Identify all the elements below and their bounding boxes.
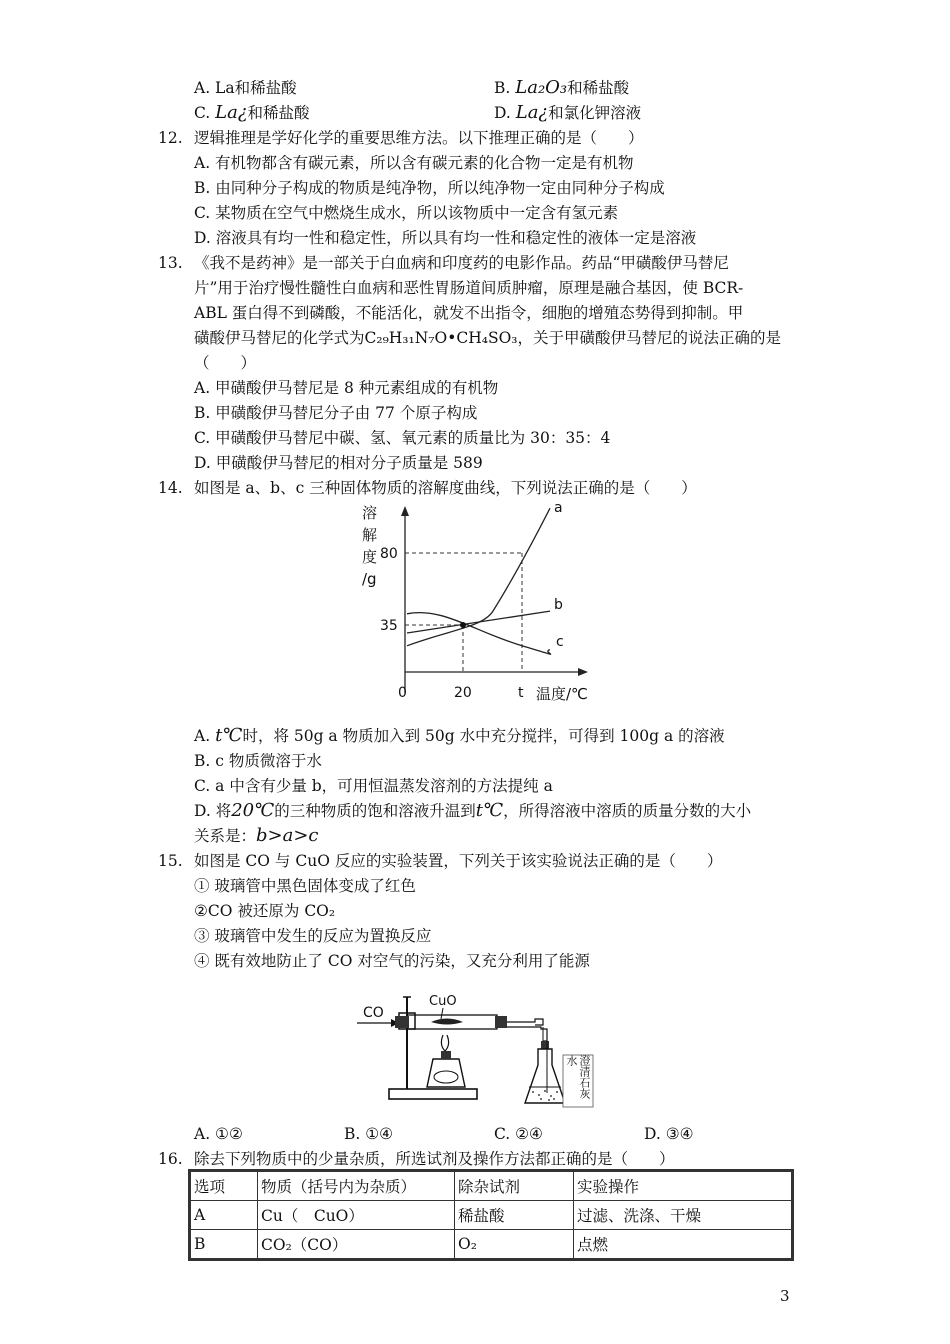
table-header-cell: 实验操作 [574, 1172, 792, 1201]
y-tick-label: 80 [380, 546, 398, 562]
table-cell: 稀盐酸 [455, 1201, 574, 1230]
q16-stem: 除去下列物质中的少量杂质，所选试剂及操作方法都正确的是（ ） [194, 1150, 675, 1168]
q14-option-c: C. a 中含有少量 b，可用恒温蒸发溶剂的方法提纯 a [194, 777, 553, 795]
y-axis-label-char: 度 [362, 548, 378, 566]
temperature: t℃ [215, 725, 243, 746]
table-header-cell: 选项 [191, 1172, 258, 1201]
q13-option-b: B. 甲磺酸伊马替尼分子由 77 个原子构成 [194, 404, 478, 422]
table-header-cell: 物质（括号内为杂质） [258, 1172, 455, 1201]
question-number: 13. [158, 254, 183, 272]
table-cell: A [191, 1201, 258, 1230]
question-number: 14. [158, 479, 183, 497]
y-axis-label-char: 溶 [362, 504, 378, 522]
q15-option-a: A. ①② [194, 1125, 243, 1143]
y-tick-label: 35 [380, 618, 398, 634]
stand-base [389, 1089, 477, 1099]
y-axis-label-char: 解 [362, 526, 378, 544]
x-tick-label: 20 [454, 685, 472, 701]
q12-option-a: A. 有机物都含有碳元素，所以含有碳元素的化合物一定是有机物 [194, 154, 634, 172]
series-label-c: c [556, 633, 564, 650]
q16-table [190, 1171, 792, 1259]
q13-stem-line: 片”用于治疗慢性髓性白血病和恶性胃肠道间质肿瘤，原理是融合基因，使 BCR- [194, 279, 744, 297]
question-number: 12. [158, 129, 183, 147]
q14-option-d-cont: 关系是：b>a>c [194, 825, 319, 846]
relation: b>a>c [256, 825, 319, 846]
solubility-chart [350, 498, 610, 708]
table-row [191, 1230, 792, 1259]
q15-statement-4: ④ 既有效地防止了 CO 对空气的污染，又充分利用了能源 [194, 952, 590, 970]
limewater-label: 澄清石灰水 [565, 1055, 591, 1099]
q13-option-a: A. 甲磺酸伊马替尼是 8 种元素组成的有机物 [194, 379, 499, 397]
q14-stem: 如图是 a、b、c 三种固体物质的溶解度曲线，下列说法正确的是（ ） [194, 479, 697, 497]
temperature: 20℃ [231, 800, 275, 821]
q15-option-b: B. ①④ [344, 1125, 394, 1143]
x-axis-label: 温度/℃ [536, 685, 588, 703]
q12-option-d: D. 溶液具有均一性和稳定性，所以具有均一性和稳定性的液体一定是溶液 [194, 229, 697, 247]
series-label-b: b [554, 597, 563, 614]
q15-stem: 如图是 CO 与 CuO 反应的实验装置，下列关于该实验说法正确的是（ ） [194, 852, 723, 870]
q15-option-d: D. ③④ [644, 1125, 694, 1143]
q13-stem-line: （ ） [194, 354, 257, 372]
page-number: 3 [780, 1287, 790, 1305]
q11-option-c: C. La¿和稀盐酸 [194, 102, 310, 123]
q11-option-b: B. La₂O₃和稀盐酸 [494, 77, 630, 98]
q13-option-d: D. 甲磺酸伊马替尼的相对分子质量是 589 [194, 454, 483, 472]
q15-statement-2: ②CO 被还原为 CO₂ [194, 902, 336, 920]
series-line-c [407, 613, 551, 655]
solid-label: CuO [429, 994, 457, 1009]
q13-stem-line: 《我不是药神》是一部关于白血病和印度药的电影作品。药品“甲磺酸伊马替尼 [194, 254, 729, 272]
y-axis-label-char: /g [362, 570, 377, 588]
gas-label: CO [363, 1005, 384, 1021]
table-cell: 过滤、洗涤、干燥 [574, 1201, 792, 1230]
series-label-a: a [554, 500, 563, 517]
formula: La₂O₃ [515, 77, 568, 98]
q12-stem: 逻辑推理是学好化学的重要思维方法。以下推理正确的是（ ） [194, 129, 644, 147]
q13-stem-line: 磺酸伊马替尼的化学式为C₂₉H₃₁N₇O•CH₄SO₃，关于甲磺酸伊马替尼的说法正确的是 [194, 329, 781, 347]
table-row [191, 1201, 792, 1230]
x-axis-arrow [578, 668, 588, 676]
q11-option-d: D. La¿和氯化钾溶液 [494, 102, 642, 123]
table-cell: CO₂（CO） [258, 1230, 455, 1259]
conical-flask [525, 1049, 565, 1103]
table-header-cell: 除杂试剂 [455, 1172, 574, 1201]
q14-option-a: A. t℃时，将 50g a 物质加入到 50g 水中充分搅拌，可得到 100g a 的溶液 [194, 725, 725, 746]
formula: La¿ [215, 102, 248, 123]
q15-option-c: C. ②④ [494, 1125, 543, 1143]
q12-option-b: B. 由同种分子构成的物质是纯净物，所以纯净物一定由同种分子构成 [194, 179, 665, 197]
q13-stem-line: ABL 蛋白得不到磷酸，不能活化，就发不出指令，细胞的增殖态势得到抑制。甲 [194, 304, 744, 322]
q14-option-d: D. 将20℃的三种物质的饱和溶液升温到t℃，所得溶液中溶质的质量分数的大小 [194, 800, 752, 821]
table-cell: 点燃 [574, 1230, 792, 1259]
y-axis-arrow [401, 506, 409, 516]
x-tick-label: t [518, 685, 524, 701]
q11-option-a: A. La和稀盐酸 [194, 79, 297, 97]
q15-statement-1: ① 玻璃管中黑色固体变成了红色 [194, 877, 416, 895]
formula: La¿ [515, 102, 549, 123]
chart-series [407, 508, 551, 654]
q15-statement-3: ③ 玻璃管中发生的反应为置换反应 [194, 927, 432, 945]
question-number: 16. [158, 1150, 183, 1168]
q12-option-c: C. 某物质在空气中燃烧生成水，所以该物质中一定含有氢元素 [194, 204, 619, 222]
outlet-tube [507, 1027, 547, 1041]
table-cell: O₂ [455, 1230, 574, 1259]
table-cell: Cu（ CuO） [258, 1201, 455, 1230]
table-header-row [191, 1172, 792, 1201]
temperature: t℃ [475, 800, 504, 821]
table-cell: B [191, 1230, 258, 1259]
question-number: 15. [158, 852, 183, 870]
y-axis-label [362, 504, 377, 588]
intersection-point [460, 622, 466, 628]
q13-option-c: C. 甲磺酸伊马替尼中碳、氢、氧元素的质量比为 30：35：4 [194, 429, 611, 447]
q14-option-b: B. c 物质微溶于水 [194, 752, 322, 770]
origin-label: 0 [398, 685, 407, 701]
